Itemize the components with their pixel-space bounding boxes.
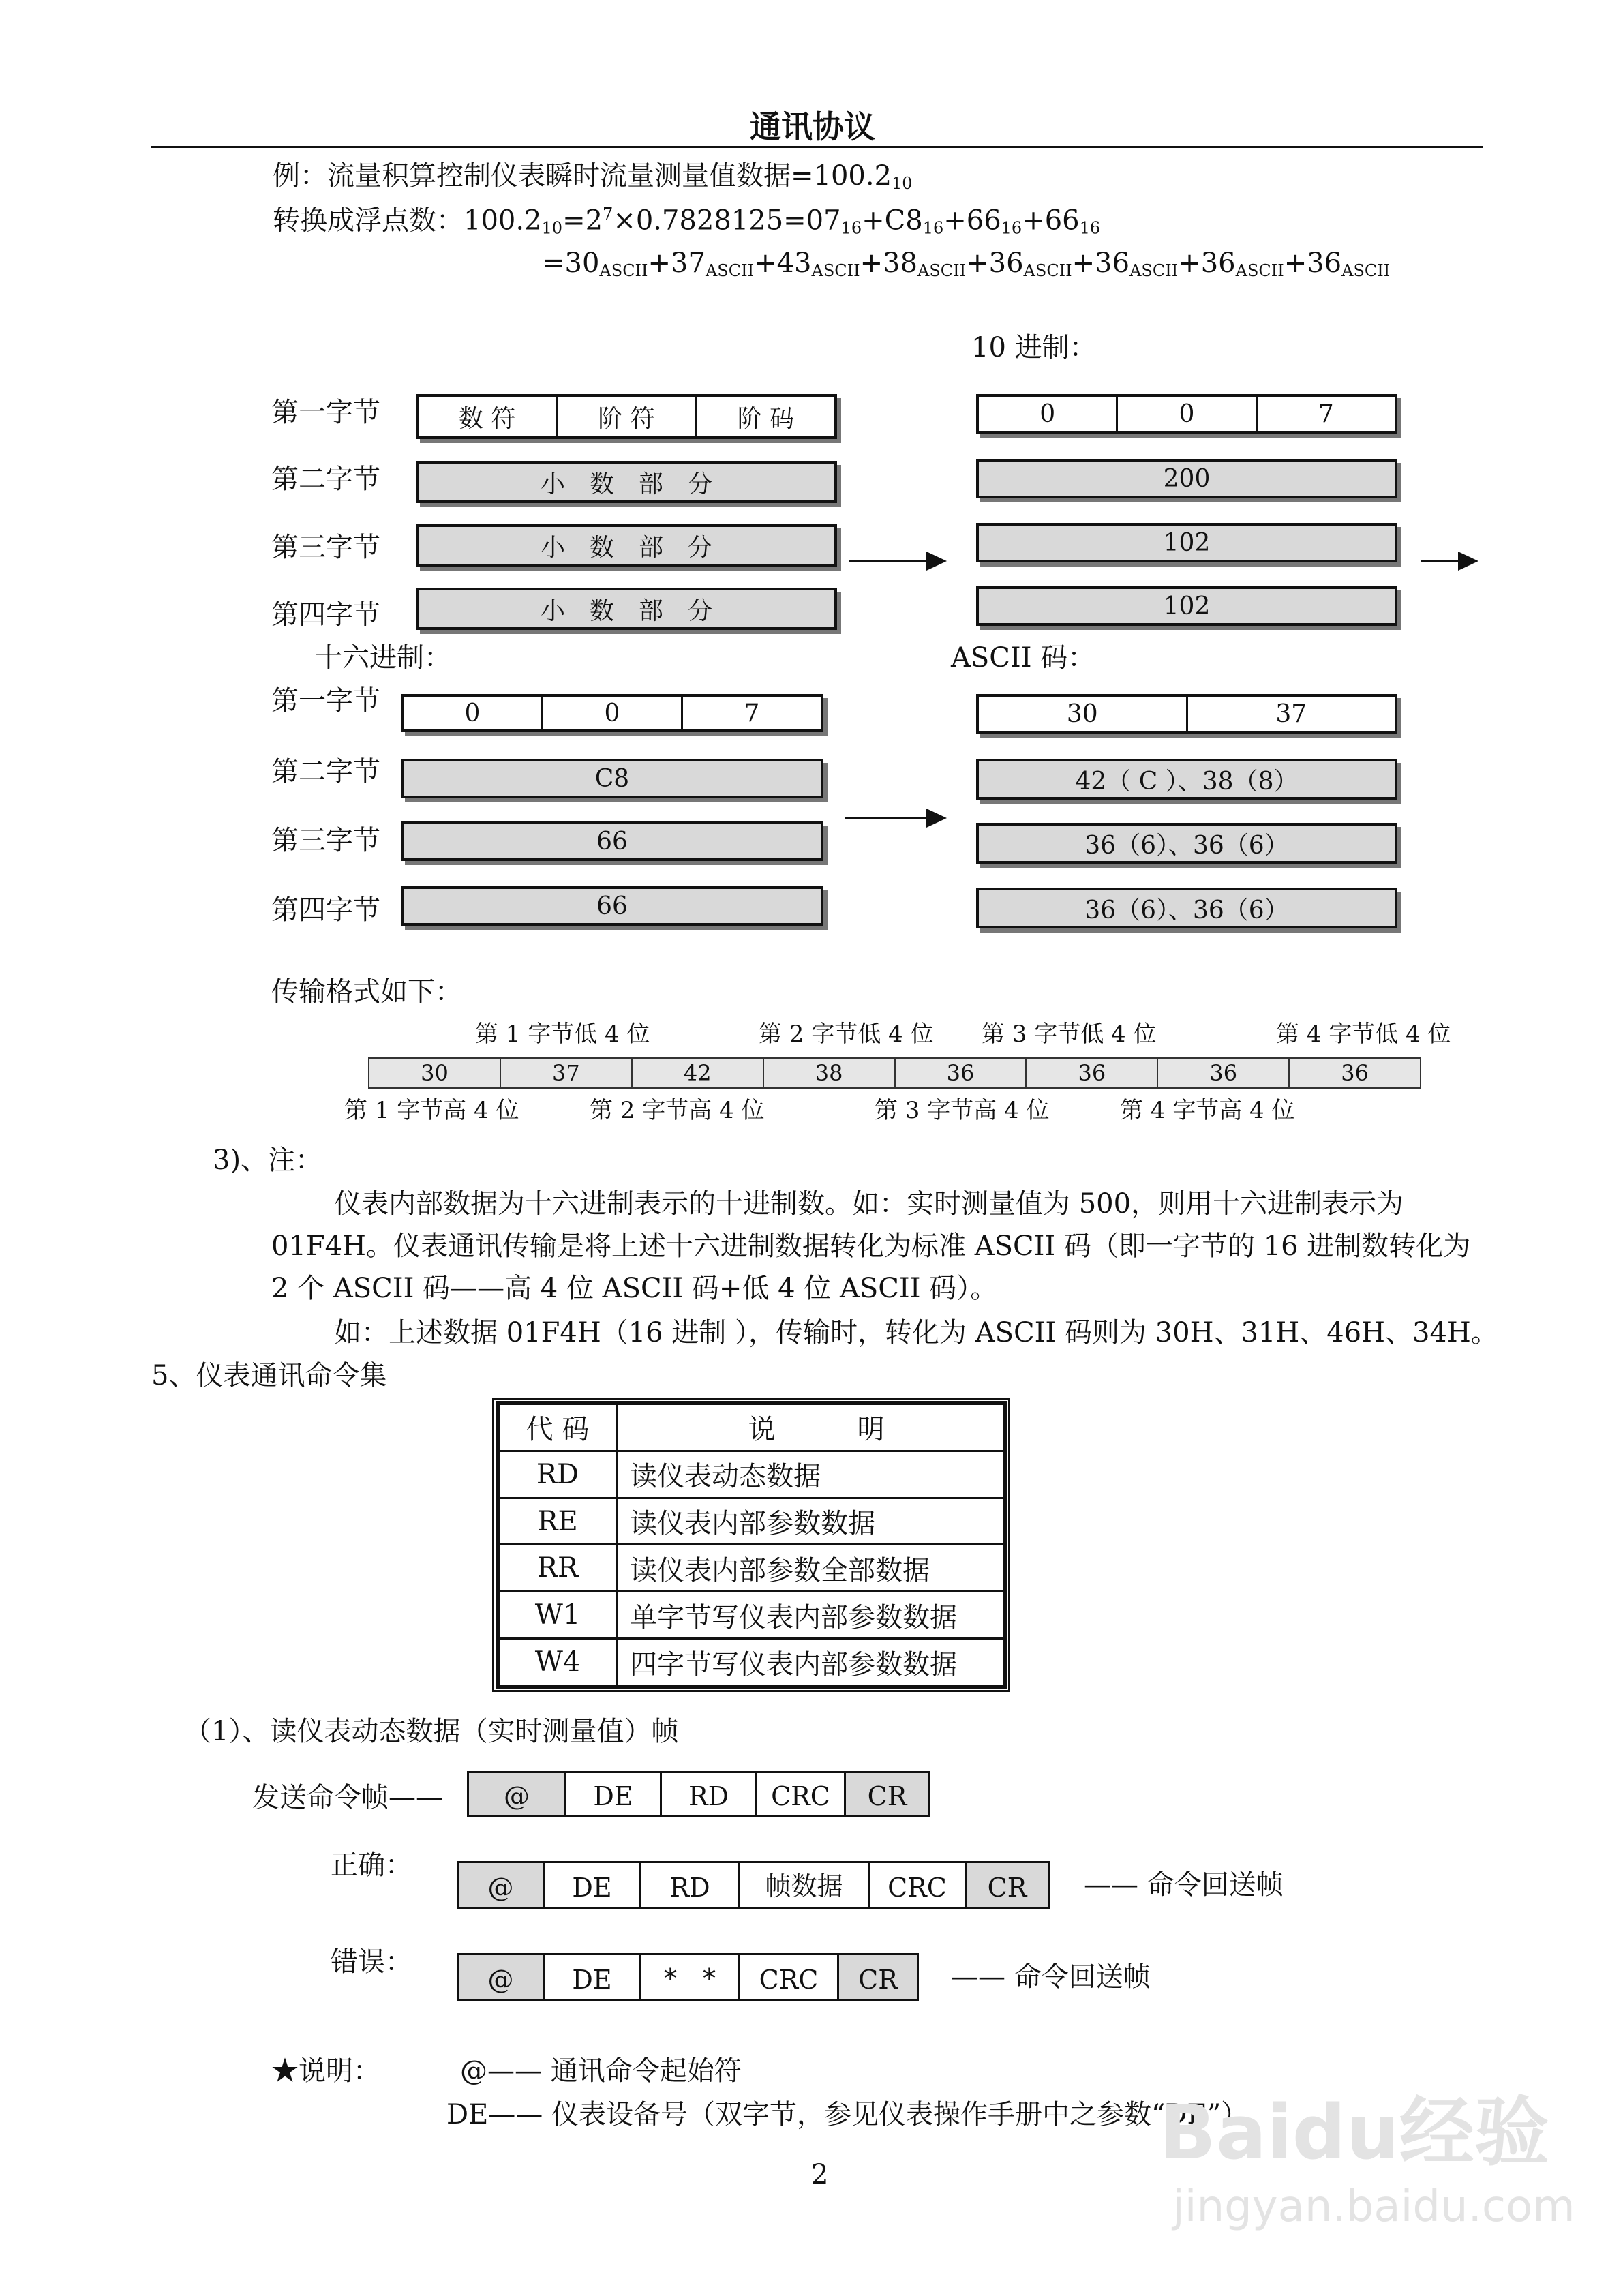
ascii-byte4: 36（6）、36（6） [976,888,1397,928]
explain-star: ★说明： [271,2055,380,2087]
hex-byte3: 66 [401,821,823,861]
table-header-desc: 说 明 [617,1404,1004,1451]
byte-label-1b: 第一字节 [271,685,380,716]
high-label-1: 第 1 字节高 4 位 [344,1097,519,1124]
tx-cell: 36 [1288,1059,1420,1087]
byte-label-3: 第三字节 [271,532,380,563]
frames-title: （1）、读仪表动态数据（实时测量值）帧 [184,1716,679,1747]
high-label-2: 第 2 字节高 4 位 [590,1097,765,1124]
tx-cell: 36 [1025,1059,1157,1087]
err-frame: @ DE * * CRC CR [457,1953,919,2001]
send-frame-label: 发送命令帧—— [252,1782,443,1813]
err-frame-note: —— 命令回送帧 [951,1961,1151,1993]
hex-byte2: C8 [401,759,823,798]
format-byte2: 小 数 部 分 [416,461,837,503]
decimal-byte2: 200 [976,459,1397,498]
ascii-byte2: 42（ C ）、38（8） [976,759,1397,800]
table-row: W4 四字节写仪表内部参数数据 [499,1639,1004,1686]
arrow-right-icon [849,560,944,562]
byte-label-3b: 第三字节 [271,825,380,856]
format-byte3: 小 数 部 分 [416,524,837,567]
example-line-2: 转换成浮点数：$100.2_{10}=2^7\times 0.7828125=07_{16}+C8_{16}+66_{16}+66_{16}$ [273,205,1101,238]
tx-cell: 42 [631,1059,763,1087]
header-rule [151,146,1483,148]
byte-label-1: 第一字节 [271,397,380,428]
tx-cell: 36 [894,1059,1026,1087]
decimal-label: 10 进制： [971,332,1097,363]
hex-label: 十六进制： [315,642,451,674]
high-label-4: 第 4 字节高 4 位 [1120,1097,1295,1124]
byte-label-2b: 第二字节 [271,756,380,787]
example-line-1: 例：流量积算控制仪表瞬时流量测量值数据$=100.2_{10}$ [273,160,913,193]
byte-label-4b: 第四字节 [271,894,380,926]
low-label-1: 第 1 字节低 4 位 [475,1021,650,1048]
section5-title: 5、仪表通讯命令集 [151,1360,387,1391]
low-label-3: 第 3 字节低 4 位 [982,1021,1157,1048]
byte-label-2: 第二字节 [271,464,380,495]
format-byte4: 小 数 部 分 [416,588,837,630]
ascii-label: ASCII 码： [951,642,1095,674]
arrow-right-icon [845,817,944,819]
decimal-byte1: 0 0 7 [976,394,1397,434]
explain-at: @—— 通讯命令起始符 [460,2055,742,2087]
watermark-url: jingyan.baidu.com [1172,2181,1575,2232]
page-header-title: 通讯协议 [750,108,875,145]
ok-frame-note: —— 命令回送帧 [1084,1869,1284,1901]
hex-byte4: 66 [401,886,823,926]
example-line-3: $=30_{ASCII}+37_{ASCII}+43_{ASCII}+38_{ASCII}+36_{ASCII}+36_{ASCII}+36_{ASCII}+36_{ASCII}$ [542,247,1391,280]
note-p2: 如：上述数据 01F4H（16 进制 ），传输时，转化为 ASCII 码则为 30H、31H、46H、34H。 [334,1317,1498,1348]
table-header-code: 代 码 [499,1404,617,1451]
note-p1-line3: 2 个 ASCII 码——高 4 位 ASCII 码+低 4 位 ASCII 码）。 [271,1273,998,1304]
exp-cell: 阶 码 [695,397,834,436]
low-label-2: 第 2 字节低 4 位 [759,1021,934,1048]
table-row: W1 单字节写仪表内部参数数据 [499,1592,1004,1639]
tx-cell: 30 [421,1060,449,1086]
tx-cell: 36 [1157,1059,1288,1087]
note-p1-line2: 01F4H。仪表通讯传输是将上述十六进制数据转化为标准 ASCII 码（即一字节的 16 进制数转化为 [271,1230,1471,1262]
transmission-title: 传输格式如下： [271,976,462,1008]
low-label-4: 第 4 字节低 4 位 [1276,1021,1451,1048]
table-row: RD 读仪表动态数据 [499,1451,1004,1498]
explain-de: DE—— 仪表设备号（双字节，参见仪表操作手册中之参数“DE”） [446,2099,1249,2130]
ascii-byte3: 36（6）、36（6） [976,823,1397,864]
ok-frame-label: 正确： [331,1849,412,1881]
table-row: RE 读仪表内部参数数据 [499,1498,1004,1545]
hex-byte1: 0 0 7 [401,694,823,732]
ok-frame: @ DE RD 帧数据 CRC CR [457,1861,1050,1909]
watermark-logo: Baidu经验 [1159,2089,1549,2176]
decimal-byte4: 102 [976,586,1397,626]
err-frame-label: 错误： [331,1946,412,1978]
high-label-3: 第 3 字节高 4 位 [875,1097,1050,1124]
page-number: 2 [811,2159,829,2190]
ascii-byte1: 30 37 [976,694,1397,734]
tx-cell: 38 [763,1059,894,1087]
command-table [492,1398,1010,1692]
sign-cell: 数 符 [458,404,516,433]
transmission-table [368,1057,1421,1089]
arrow-right-icon [1421,560,1476,562]
format-byte1 [416,394,837,439]
tx-cell: 37 [500,1059,631,1087]
send-frame: @ DE RD CRC CR [467,1771,930,1817]
table-row: RR 读仪表内部参数全部数据 [499,1545,1004,1592]
note-p1-line1: 仪表内部数据为十六进制表示的十进制数。如：实时测量值为 500，则用十六进制表示为 [334,1188,1404,1220]
exp-sign-cell: 阶 符 [556,397,695,436]
note-heading: 3)、注： [213,1145,323,1176]
decimal-byte3: 102 [976,523,1397,562]
byte-label-4: 第四字节 [271,599,380,631]
